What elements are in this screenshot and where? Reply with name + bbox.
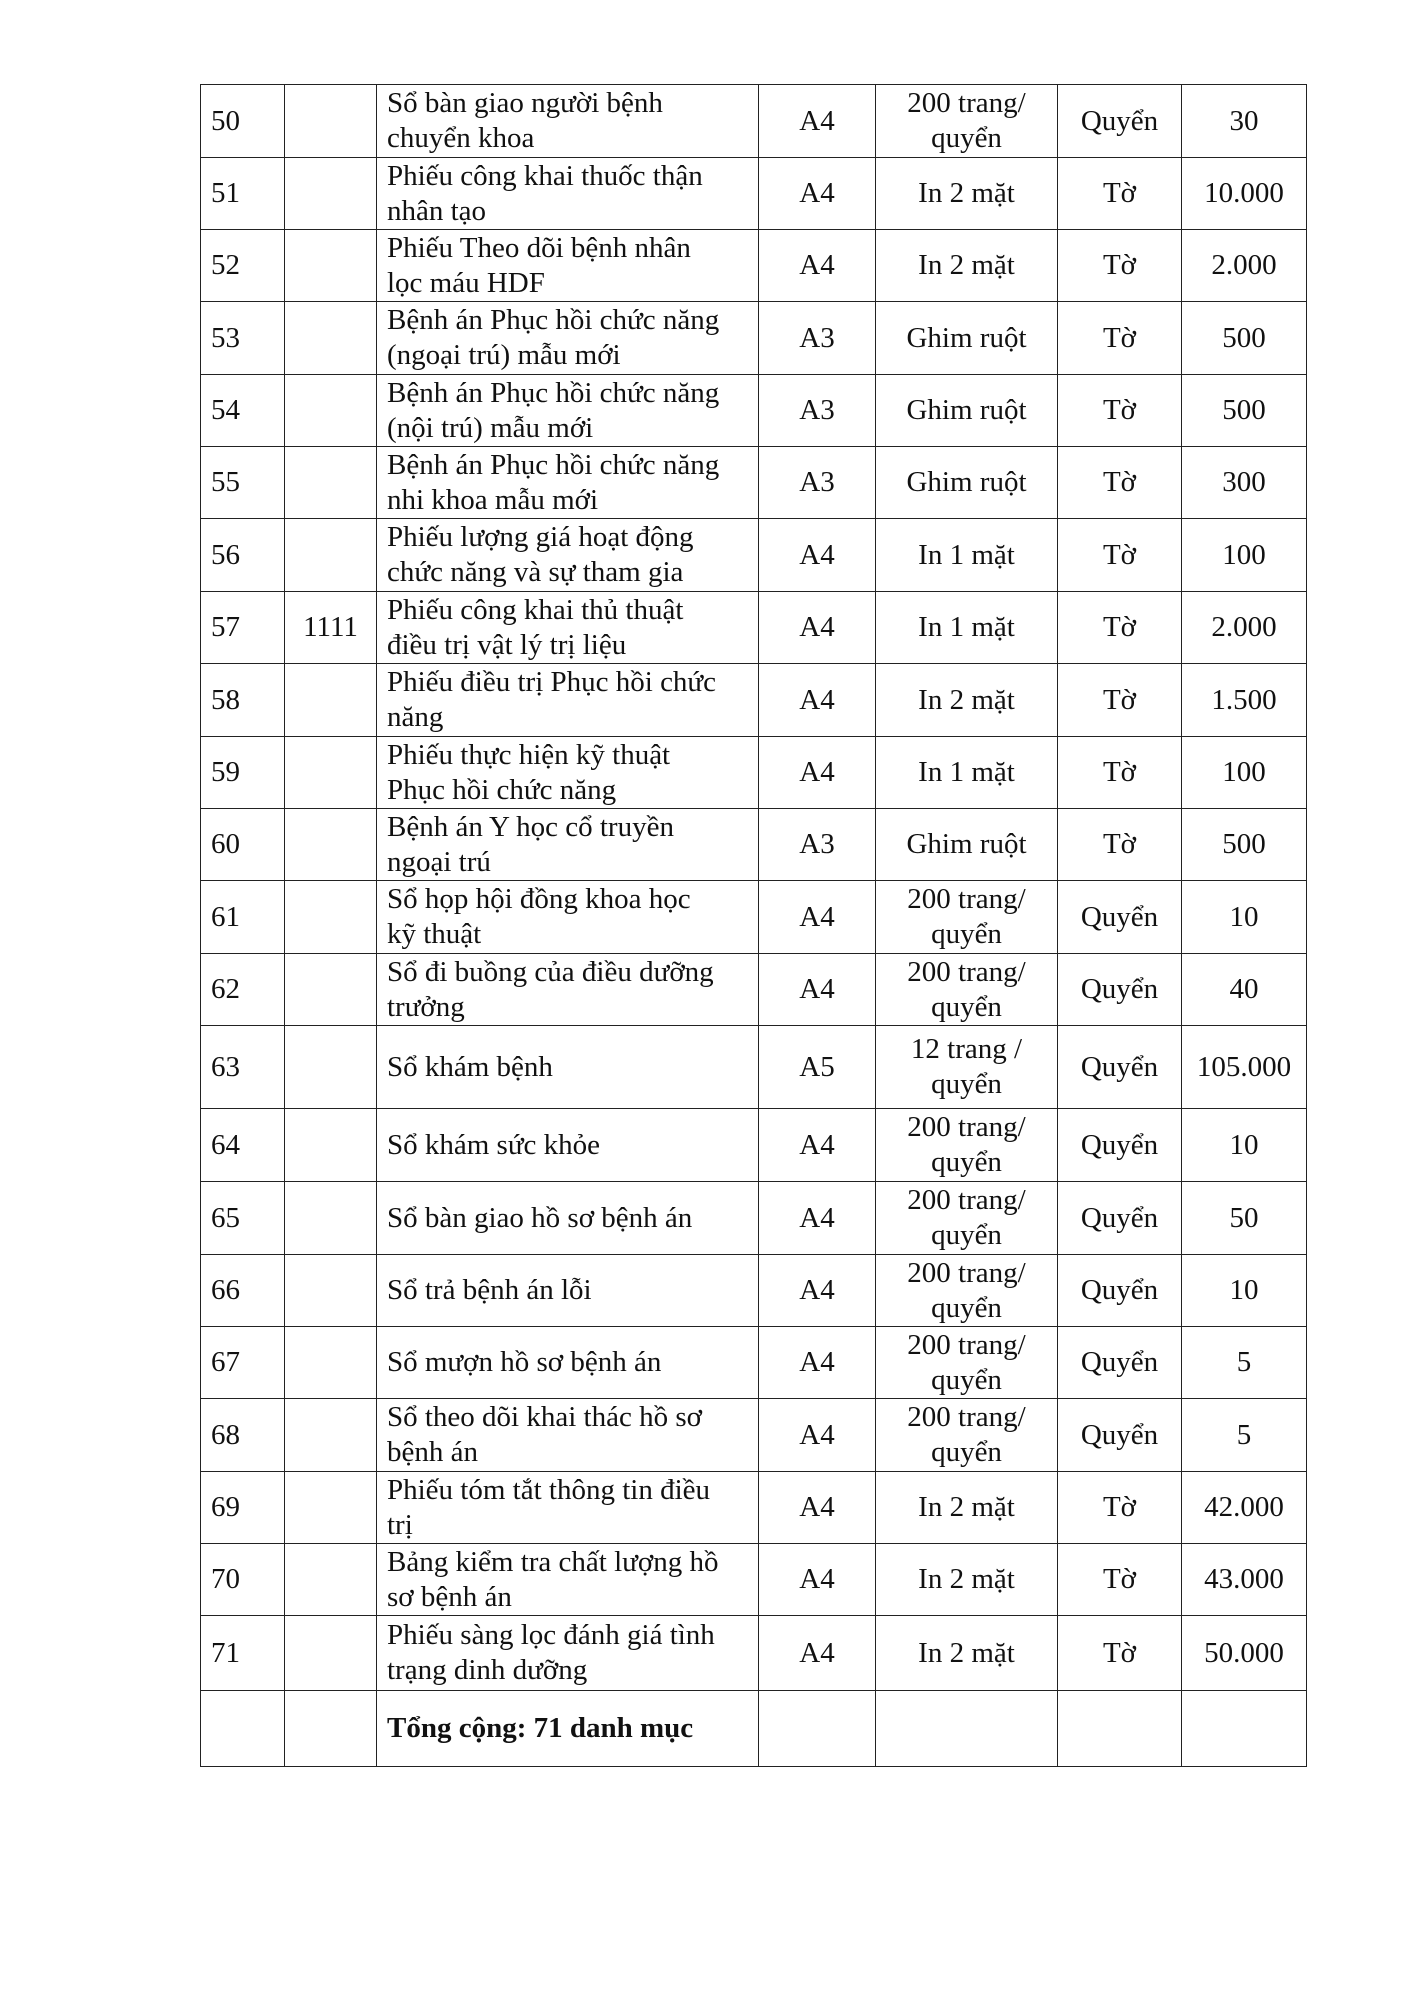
form-name-line: Phiếu Theo dõi bệnh nhân	[387, 231, 691, 264]
form-name	[377, 1327, 759, 1399]
row-number: 62	[201, 954, 285, 1026]
print-spec-line: In 2 mặt	[918, 1491, 1015, 1523]
quantity: 500	[1182, 302, 1307, 375]
form-name-line: điều trị vật lý trị liệu	[387, 628, 627, 661]
print-spec-line: 200 trang/	[907, 1111, 1026, 1143]
table-row	[201, 954, 1307, 1026]
row-code	[285, 1026, 377, 1109]
row-number: 54	[201, 375, 285, 447]
print-spec	[876, 230, 1058, 302]
quantity: 43.000	[1182, 1544, 1307, 1616]
print-spec-line: 200 trang/	[907, 1184, 1026, 1216]
quantity: 42.000	[1182, 1472, 1307, 1544]
total-label: Tổng cộng: 71 danh mục	[377, 1691, 759, 1767]
quantity: 50	[1182, 1182, 1307, 1255]
table-row	[201, 375, 1307, 447]
form-name-line: Bệnh án Y học cổ truyền	[387, 810, 674, 843]
form-name-line: Sổ họp hội đồng khoa học	[387, 883, 691, 915]
form-name-line: Phiếu tóm tắt thông tin điều	[387, 1473, 711, 1506]
quantity: 10	[1182, 1109, 1307, 1182]
print-spec-line: 200 trang/	[907, 1401, 1026, 1433]
paper-size: A4	[759, 737, 876, 809]
form-name	[377, 1026, 759, 1109]
form-name-line: năng	[387, 701, 444, 733]
row-code	[285, 881, 377, 954]
form-name-line: Sổ khám bệnh	[387, 1050, 553, 1083]
unit: Quyển	[1058, 881, 1182, 954]
table-row	[201, 447, 1307, 519]
unit: Quyển	[1058, 1255, 1182, 1327]
form-name	[377, 1544, 759, 1616]
form-name	[377, 302, 759, 375]
row-code	[285, 737, 377, 809]
row-number: 56	[201, 519, 285, 592]
print-spec-line: 200 trang/	[907, 883, 1026, 915]
form-name-line: Sổ đi buồng của điều dưỡng	[387, 955, 714, 988]
print-spec	[876, 1255, 1058, 1327]
quantity: 30	[1182, 85, 1307, 158]
print-spec-line: quyển	[931, 1146, 1002, 1178]
total-empty-cell	[1182, 1691, 1307, 1767]
row-number: 57	[201, 592, 285, 664]
form-name-line: trị	[387, 1508, 413, 1541]
row-number: 67	[201, 1327, 285, 1399]
quantity: 10	[1182, 881, 1307, 954]
quantity: 1.500	[1182, 664, 1307, 737]
print-spec-line: 200 trang/	[907, 87, 1026, 119]
paper-size: A4	[759, 881, 876, 954]
table-row	[201, 737, 1307, 809]
unit: Tờ	[1058, 302, 1182, 375]
form-name-line: Phiếu sàng lọc đánh giá tình	[387, 1619, 715, 1651]
form-name	[377, 1472, 759, 1544]
form-name	[377, 1255, 759, 1327]
form-name-line: chuyển khoa	[387, 122, 535, 154]
print-spec-line: Ghim ruột	[906, 321, 1027, 354]
row-code	[285, 1616, 377, 1691]
form-name-line: ngoại trú	[387, 845, 491, 878]
unit: Tờ	[1058, 664, 1182, 737]
table-row	[201, 809, 1307, 881]
row-code	[285, 519, 377, 592]
row-code	[285, 1255, 377, 1327]
print-spec-line: In 2 mặt	[918, 683, 1015, 716]
row-code	[285, 447, 377, 519]
form-name-line: bệnh án	[387, 1436, 478, 1468]
print-spec	[876, 375, 1058, 447]
total-row	[201, 1691, 1307, 1767]
print-spec-line: In 2 mặt	[918, 177, 1015, 209]
unit: Tờ	[1058, 809, 1182, 881]
form-name-line: Sổ khám sức khỏe	[387, 1128, 601, 1161]
print-spec-line: 200 trang/	[907, 1256, 1026, 1289]
quantity: 100	[1182, 737, 1307, 809]
row-code	[285, 1544, 377, 1616]
row-code	[285, 809, 377, 881]
form-name-line: Phiếu thực hiện kỹ thuật	[387, 738, 671, 771]
table-row	[201, 519, 1307, 592]
row-number: 70	[201, 1544, 285, 1616]
print-spec	[876, 1399, 1058, 1472]
paper-size: A3	[759, 375, 876, 447]
table-row	[201, 1399, 1307, 1472]
row-code	[285, 158, 377, 230]
paper-size: A4	[759, 1616, 876, 1691]
print-spec	[876, 519, 1058, 592]
table-body	[201, 85, 1307, 1767]
row-code	[285, 375, 377, 447]
print-spec-line: In 2 mặt	[918, 249, 1015, 281]
form-name-line: (ngoại trú) mẫu mới	[387, 339, 621, 371]
unit: Quyển	[1058, 1026, 1182, 1109]
quantity: 50.000	[1182, 1616, 1307, 1691]
paper-size: A4	[759, 1399, 876, 1472]
form-name-line: Sổ trả bệnh án lỗi	[387, 1274, 592, 1306]
table-row	[201, 881, 1307, 954]
row-code	[285, 1109, 377, 1182]
quantity: 300	[1182, 447, 1307, 519]
print-spec	[876, 1327, 1058, 1399]
paper-size: A4	[759, 85, 876, 158]
table-row	[201, 592, 1307, 664]
quantity: 500	[1182, 809, 1307, 881]
form-name-line: kỹ thuật	[387, 918, 482, 950]
total-empty-cell	[1058, 1691, 1182, 1767]
quantity: 5	[1182, 1399, 1307, 1472]
unit: Tờ	[1058, 158, 1182, 230]
form-name-line: nhi khoa mẫu mới	[387, 483, 599, 516]
form-name-line: Sổ bàn giao người bệnh	[387, 87, 663, 119]
print-spec-line: quyển	[931, 1219, 1002, 1251]
print-spec	[876, 592, 1058, 664]
row-code	[285, 85, 377, 158]
table-row	[201, 158, 1307, 230]
unit: Quyển	[1058, 1399, 1182, 1472]
unit: Tờ	[1058, 1544, 1182, 1616]
table-row	[201, 302, 1307, 375]
paper-size: A3	[759, 447, 876, 519]
form-name	[377, 664, 759, 737]
paper-size: A4	[759, 1109, 876, 1182]
print-spec-line: quyển	[931, 1068, 1002, 1100]
form-name-line: Phiếu lượng giá hoạt động	[387, 521, 694, 553]
unit: Quyển	[1058, 1327, 1182, 1399]
row-code	[285, 302, 377, 375]
row-number: 53	[201, 302, 285, 375]
print-spec-line: quyển	[931, 990, 1002, 1023]
row-number: 63	[201, 1026, 285, 1109]
print-spec	[876, 302, 1058, 375]
paper-size: A4	[759, 664, 876, 737]
form-name	[377, 809, 759, 881]
row-number: 68	[201, 1399, 285, 1472]
row-number: 69	[201, 1472, 285, 1544]
quantity: 500	[1182, 375, 1307, 447]
form-name-line: Sổ mượn hồ sơ bệnh án	[387, 1346, 662, 1378]
paper-size: A4	[759, 1544, 876, 1616]
form-name-line: Bệnh án Phục hồi chức năng	[387, 304, 720, 336]
total-empty-cell	[876, 1691, 1058, 1767]
quantity: 10.000	[1182, 158, 1307, 230]
row-number: 55	[201, 447, 285, 519]
quantity: 40	[1182, 954, 1307, 1026]
unit: Quyển	[1058, 85, 1182, 158]
total-empty-cell	[759, 1691, 876, 1767]
row-number: 51	[201, 158, 285, 230]
print-spec-line: Ghim ruột	[906, 394, 1027, 426]
form-name	[377, 1399, 759, 1472]
print-spec	[876, 447, 1058, 519]
table-row	[201, 1544, 1307, 1616]
form-name	[377, 954, 759, 1026]
print-spec	[876, 954, 1058, 1026]
row-code	[285, 664, 377, 737]
quantity: 5	[1182, 1327, 1307, 1399]
paper-size: A4	[759, 158, 876, 230]
print-spec	[876, 1182, 1058, 1255]
table-row	[201, 1026, 1307, 1109]
row-code	[285, 1472, 377, 1544]
quantity: 10	[1182, 1255, 1307, 1327]
unit: Tờ	[1058, 519, 1182, 592]
print-spec	[876, 737, 1058, 809]
form-name	[377, 519, 759, 592]
table-row	[201, 85, 1307, 158]
forms-table	[200, 84, 1307, 1767]
paper-size: A4	[759, 1472, 876, 1544]
paper-size: A4	[759, 519, 876, 592]
print-spec	[876, 881, 1058, 954]
form-name	[377, 1182, 759, 1255]
row-number: 65	[201, 1182, 285, 1255]
unit: Tờ	[1058, 375, 1182, 447]
table-row	[201, 664, 1307, 737]
print-spec-line: In 1 mặt	[918, 611, 1015, 643]
unit: Quyển	[1058, 1109, 1182, 1182]
form-name-line: Bảng kiểm tra chất lượng hồ	[387, 1545, 719, 1578]
print-spec-line: Ghim ruột	[906, 828, 1027, 860]
print-spec-line: In 1 mặt	[918, 756, 1015, 788]
form-name-line: lọc máu HDF	[387, 266, 545, 299]
print-spec	[876, 1616, 1058, 1691]
print-spec	[876, 809, 1058, 881]
row-number: 58	[201, 664, 285, 737]
print-spec	[876, 1472, 1058, 1544]
row-code	[285, 1182, 377, 1255]
form-name-line: Sổ bàn giao hồ sơ bệnh án	[387, 1201, 693, 1234]
row-number: 71	[201, 1616, 285, 1691]
quantity: 2.000	[1182, 592, 1307, 664]
form-name	[377, 375, 759, 447]
table-row	[201, 1472, 1307, 1544]
paper-size: A3	[759, 809, 876, 881]
table-row	[201, 230, 1307, 302]
print-spec	[876, 158, 1058, 230]
paper-size: A3	[759, 302, 876, 375]
paper-size: A5	[759, 1026, 876, 1109]
form-name	[377, 85, 759, 158]
unit: Tờ	[1058, 230, 1182, 302]
print-spec-line: In 1 mặt	[918, 538, 1015, 571]
row-number: 52	[201, 230, 285, 302]
total-empty-cell	[201, 1691, 285, 1767]
form-name-line: Bệnh án Phục hồi chức năng	[387, 448, 720, 481]
print-spec	[876, 1026, 1058, 1109]
row-number: 50	[201, 85, 285, 158]
table-row	[201, 1327, 1307, 1399]
form-name	[377, 737, 759, 809]
paper-size: A4	[759, 592, 876, 664]
row-number: 60	[201, 809, 285, 881]
form-name	[377, 1109, 759, 1182]
print-spec-line: quyển	[931, 918, 1002, 950]
print-spec-line: 200 trang/	[907, 955, 1026, 988]
unit: Quyển	[1058, 954, 1182, 1026]
paper-size: A4	[759, 1255, 876, 1327]
print-spec-line: quyển	[931, 1363, 1002, 1396]
table-row	[201, 1182, 1307, 1255]
form-name-line: sơ bệnh án	[387, 1580, 512, 1613]
print-spec-line: quyển	[931, 1436, 1002, 1468]
row-number: 64	[201, 1109, 285, 1182]
form-name-line: Sổ theo dõi khai thác hồ sơ	[387, 1401, 702, 1433]
print-spec-line: quyển	[931, 1291, 1002, 1324]
unit: Tờ	[1058, 592, 1182, 664]
form-name-line: Phục hồi chức năng	[387, 773, 617, 806]
paper-size: A4	[759, 230, 876, 302]
unit: Tờ	[1058, 1616, 1182, 1691]
form-name	[377, 230, 759, 302]
form-name	[377, 158, 759, 230]
print-spec-line: Ghim ruột	[906, 466, 1027, 498]
row-number: 59	[201, 737, 285, 809]
form-name-line: trạng dinh dưỡng	[387, 1654, 588, 1686]
print-spec-line: quyển	[931, 122, 1002, 154]
row-code: 1111	[285, 592, 377, 664]
unit: Quyển	[1058, 1182, 1182, 1255]
form-name-line: trưởng	[387, 990, 465, 1023]
form-name-line: Phiếu công khai thủ thuật	[387, 593, 684, 626]
print-spec-line: In 2 mặt	[918, 1563, 1015, 1595]
print-spec	[876, 1109, 1058, 1182]
paper-size: A4	[759, 1182, 876, 1255]
row-number: 66	[201, 1255, 285, 1327]
print-spec	[876, 85, 1058, 158]
form-name-line: chức năng và sự tham gia	[387, 556, 684, 588]
paper-size: A4	[759, 954, 876, 1026]
quantity: 100	[1182, 519, 1307, 592]
table-row	[201, 1616, 1307, 1691]
unit: Tờ	[1058, 737, 1182, 809]
row-code	[285, 1327, 377, 1399]
table-row	[201, 1109, 1307, 1182]
row-code	[285, 230, 377, 302]
print-spec	[876, 1544, 1058, 1616]
unit: Tờ	[1058, 1472, 1182, 1544]
form-name-line: Phiếu công khai thuốc thận	[387, 159, 703, 192]
paper-size: A4	[759, 1327, 876, 1399]
quantity: 2.000	[1182, 230, 1307, 302]
form-name-line: Phiếu điều trị Phục hồi chức	[387, 666, 717, 698]
table-row	[201, 1255, 1307, 1327]
form-name	[377, 881, 759, 954]
form-name	[377, 592, 759, 664]
print-spec-line: 200 trang/	[907, 1328, 1026, 1361]
print-spec-line: 12 trang /	[910, 1033, 1023, 1065]
row-code	[285, 1399, 377, 1472]
row-number: 61	[201, 881, 285, 954]
form-name	[377, 447, 759, 519]
unit: Tờ	[1058, 447, 1182, 519]
form-name	[377, 1616, 759, 1691]
print-spec-line: In 2 mặt	[918, 1636, 1015, 1669]
row-code	[285, 954, 377, 1026]
print-spec	[876, 664, 1058, 737]
total-empty-cell	[285, 1691, 377, 1767]
form-name-line: Bệnh án Phục hồi chức năng	[387, 376, 720, 409]
form-name-line: (nội trú) mẫu mới	[387, 411, 594, 444]
form-name-line: nhân tạo	[387, 194, 487, 227]
quantity: 105.000	[1182, 1026, 1307, 1109]
